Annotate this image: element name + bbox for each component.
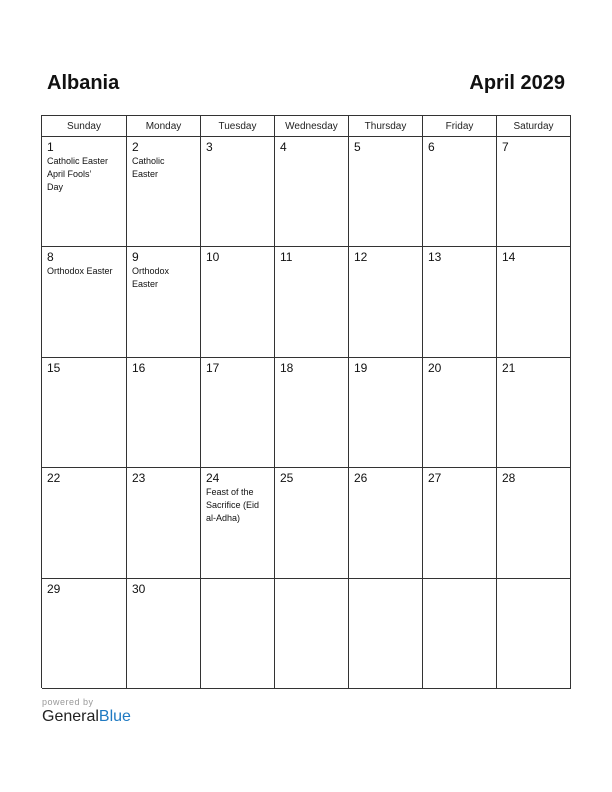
day-cell [275,137,349,247]
day-number: 27 [428,471,442,486]
day-cell [201,579,275,689]
day-cell [42,579,127,689]
footer-branding [42,697,131,726]
day-cell [127,579,201,689]
day-cell [127,468,201,578]
day-cell [42,358,127,468]
day-number: 10 [206,250,220,265]
calendar-week-row [42,247,571,357]
brand-blue: Blue [98,708,131,725]
day-cell [497,468,571,578]
day-cell [497,137,571,247]
day-cell [201,468,275,578]
day-events: Orthodox Easter [47,266,113,277]
day-number: 22 [47,471,61,486]
day-number: 15 [47,360,61,375]
calendar-weeks [42,137,571,689]
day-cell [423,468,497,578]
day-cell [349,137,423,247]
day-cell [201,247,275,357]
day-cell [497,247,571,357]
day-cell [497,579,571,689]
day-number: 13 [428,250,442,265]
day-number: 9 [132,250,139,265]
day-number: 3 [206,140,213,154]
day-cell [275,579,349,689]
weekday-header-row [42,116,571,137]
day-number: 30 [132,581,146,596]
day-number: 1 [47,140,54,154]
day-number: 12 [354,250,368,265]
day-number: 17 [206,360,220,375]
day-cell [349,579,423,689]
brand-logo[interactable] [42,708,131,726]
country-title: Albania [47,72,120,94]
weekday-header: Wednesday [275,116,349,137]
day-cell [127,247,201,357]
day-number: 11 [280,250,293,265]
day-number: 4 [280,140,287,154]
day-cell [349,358,423,468]
day-number: 19 [354,360,368,375]
weekday-header: Saturday [497,116,571,137]
day-cell [127,358,201,468]
day-cell [201,137,275,247]
day-events: Catholic Easter April Fools’ Day [47,156,109,192]
day-cell [127,137,201,247]
calendar-week-row [42,358,571,468]
day-cell [275,468,349,578]
weekday-header: Tuesday [201,116,275,137]
day-number: 5 [354,140,361,154]
calendar-week-row [42,579,571,689]
day-number: 28 [502,471,516,486]
day-events: Catholic Easter [132,156,165,179]
day-cell [275,247,349,357]
weekday-header: Monday [127,116,201,137]
day-number: 25 [280,471,294,486]
day-number: 18 [280,360,294,375]
day-cell [497,358,571,468]
day-cell [42,247,127,357]
day-number: 7 [502,140,509,154]
day-number: 20 [428,360,442,375]
month-year-title: April 2029 [469,72,565,94]
day-cell [201,358,275,468]
day-number: 6 [428,140,435,154]
day-events: Feast of the Sacrifice (Eid al-Adha) [206,487,260,524]
weekday-header: Sunday [42,116,127,137]
day-cell [349,468,423,578]
day-cell [349,247,423,357]
day-cell [423,247,497,357]
day-number: 16 [132,360,146,375]
day-number: 14 [502,250,516,265]
weekday-header: Friday [423,116,497,137]
day-cell [42,137,127,247]
day-cell [275,358,349,468]
day-number: 21 [502,360,516,375]
day-number: 8 [47,250,54,265]
day-cell [42,468,127,578]
weekday-header: Thursday [349,116,423,137]
brand-general: General [42,708,99,725]
calendar-grid [41,115,571,688]
day-number: 29 [47,581,61,596]
day-cell [423,137,497,247]
day-number: 24 [206,471,220,486]
calendar-week-row [42,468,571,578]
day-number: 2 [132,140,139,154]
day-cell [423,579,497,689]
calendar-week-row [42,137,571,247]
day-events: Orthodox Easter [132,266,170,290]
powered-by-text: powered by [42,697,94,707]
day-cell [423,358,497,468]
day-number: 26 [354,471,368,486]
day-number: 23 [132,471,146,486]
